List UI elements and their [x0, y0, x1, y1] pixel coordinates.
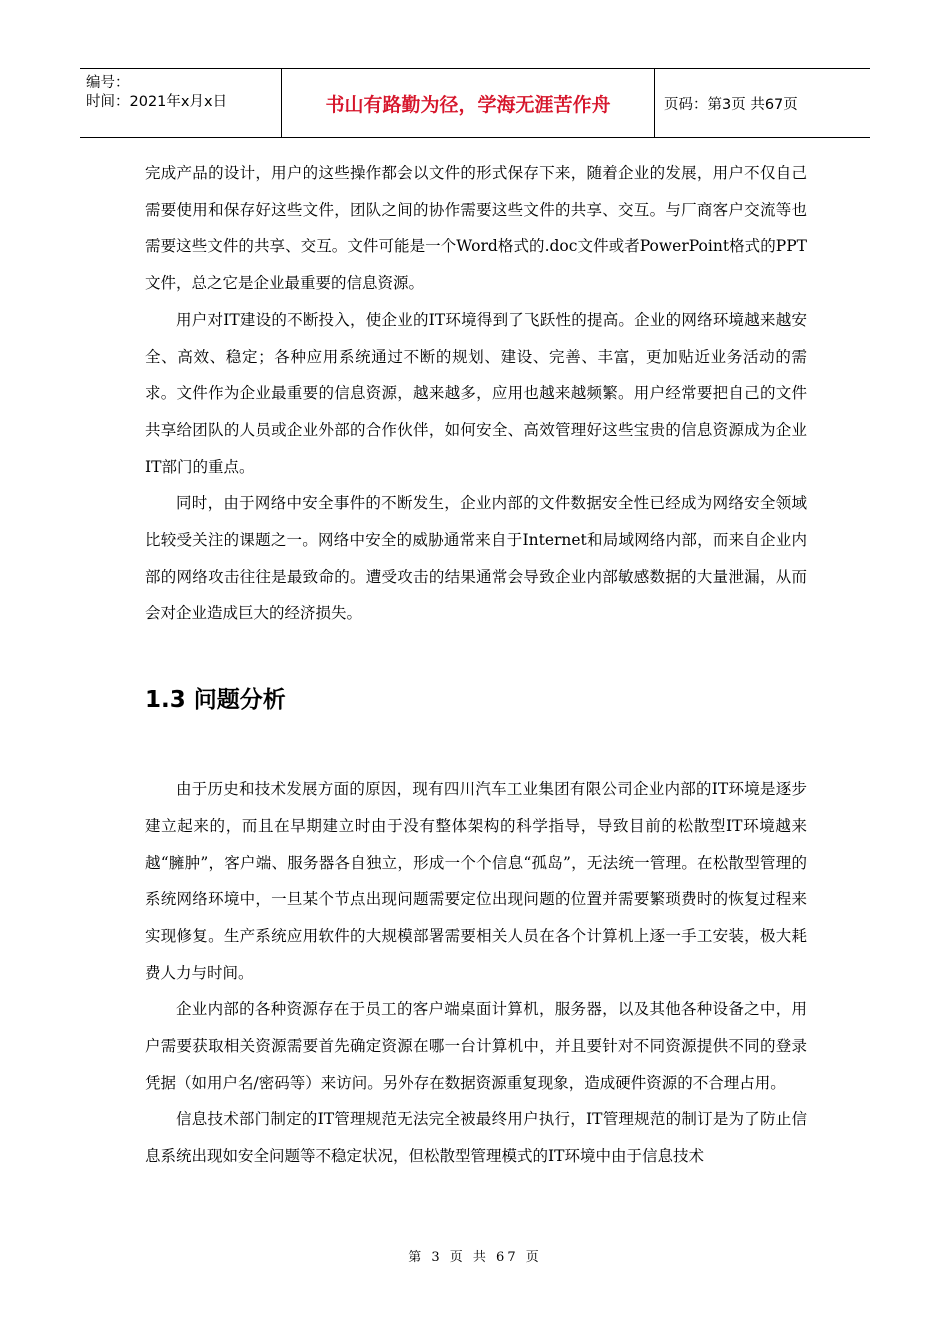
- document-time-label: 时间：2021年x月x日: [86, 94, 228, 110]
- document-number-label: 编号：: [86, 75, 130, 91]
- page-body: [145, 155, 807, 1175]
- body-paragraph: 企业内部的各种资源存在于员工的客户端桌面计算机，服务器，以及其他各种设备之中，用户需要获取相关资源需要首先确定资源在哪一台计算机中，并且要针对不同资源提供不同的登录凭据（如用户名/密码等）来访问。另外存在数据资源重复现象，造成硬件资源的不合理占用。: [145, 1000, 807, 1092]
- header-meta-cell: [80, 69, 282, 137]
- body-paragraph: 用户对IT建设的不断投入，使企业的IT环境得到了飞跃性的提高。企业的网络环境越来越安全、高效、稳定；各种应用系统通过不断的规划、建设、完善、丰富，更加贴近业务活动的需求。文件作为企业最重要的信息资源，越来越多，应用也越来越频繁。用户经常要把自己的文件共享给团队的人员或企业外部的合作伙伴，如何安全、高效管理好这些宝贵的信息资源成为企业IT部门的重点。: [145, 310, 807, 476]
- page-footer: 第 3 页 共 67 页: [408, 1250, 542, 1265]
- header-page-info: 页码：第3页 共67页: [664, 96, 798, 113]
- section-heading: 1.3 问题分析: [145, 687, 286, 714]
- body-paragraph: 同时，由于网络中安全事件的不断发生，企业内部的文件数据安全性已经成为网络安全领域比较受关注的课题之一。网络中安全的威胁通常来自于Internet和局域网络内部，而来自企业内部的网络攻击往往是最致命的。遭受攻击的结果通常会导致企业内部敏感数据的大量泄漏，从而会对企业造成巨大的经济损失。: [145, 494, 807, 623]
- body-paragraph: 信息技术部门制定的IT管理规范无法完全被最终用户执行，IT管理规范的制订是为了防止信息系统出现如安全问题等不稳定状况，但松散型管理模式的IT环境中由于信息技术: [145, 1110, 807, 1166]
- header-motto: 书山有路勤为径，学海无涯苦作舟: [282, 69, 655, 137]
- page-header: [80, 68, 870, 138]
- body-paragraph: 由于历史和技术发展方面的原因，现有四川汽车工业集团有限公司企业内部的IT环境是逐步建立起来的，而且在早期建立时由于没有整体架构的科学指导，导致目前的松散型IT环境越来越“臃肿”，客户端、服务器各自独立，形成一个个信息“孤岛”，无法统一管理。在松散型管理的系统网络环境中，一旦某个节点出现问题需要定位出现问题的位置并需要繁琐费时的恢复过程来实现修复。生产系统应用软件的大规模部署需要相关人员在各个计算机上逐一手工安装，极大耗费人力与时间。: [145, 780, 807, 982]
- body-paragraph: 完成产品的设计，用户的这些操作都会以文件的形式保存下来，随着企业的发展，用户不仅自己需要使用和保存好这些文件，团队之间的协作需要这些文件的共享、交互。与厂商客户交流等也需要这些文件的共享、交互。文件可能是一个Word格式的.doc文件或者PowerPoint格式的PPT文件，总之它是企业最重要的信息资源。: [145, 164, 807, 293]
